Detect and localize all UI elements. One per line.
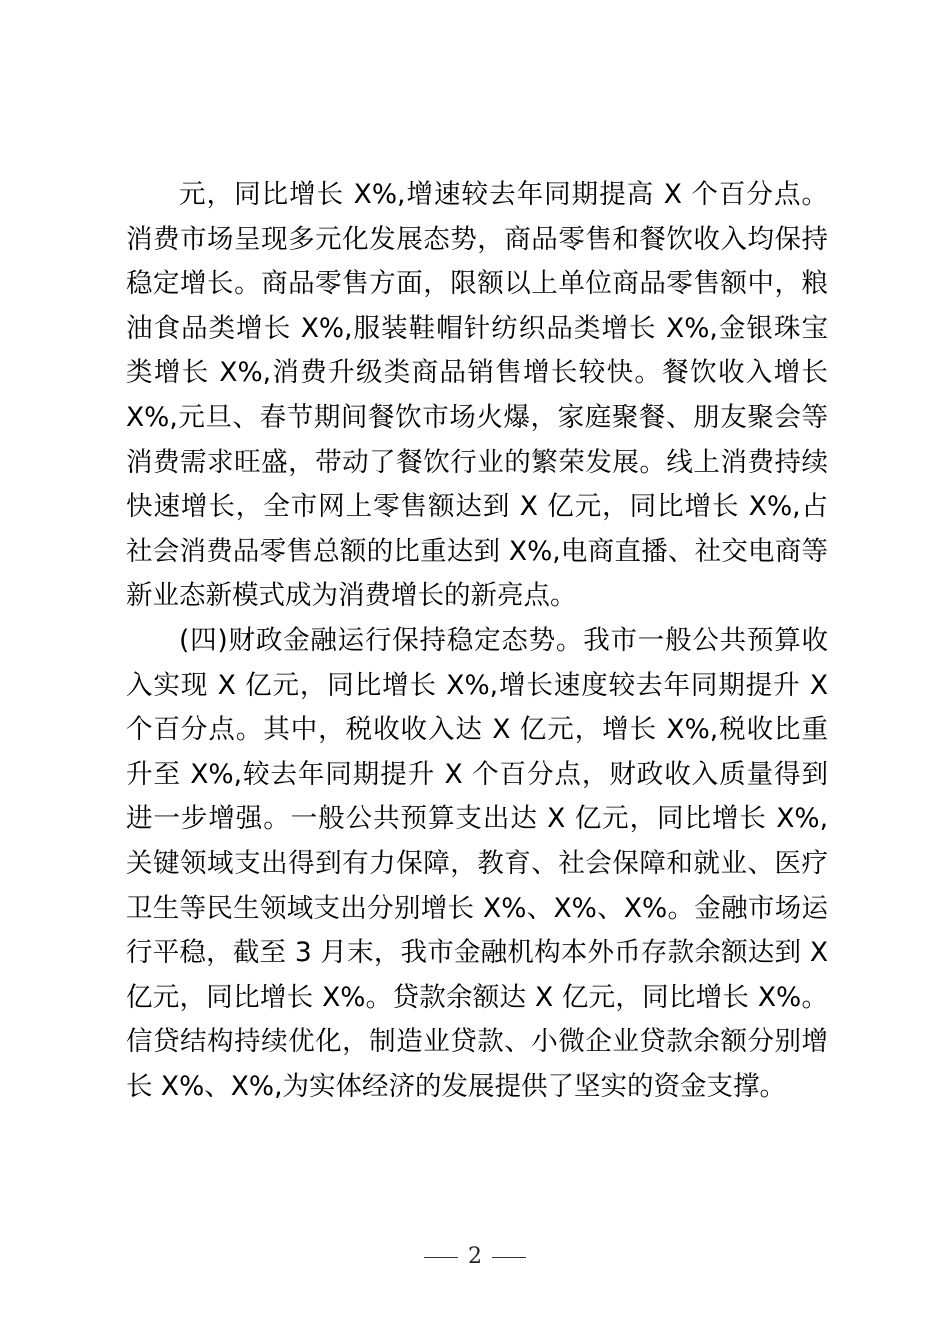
paragraph-finance: (四)财政金融运行保持稳定态势。我市一般公共预算收入实现 X 亿元，同比增长 X%,增长速度较去年同期提升 X 个百分点。其中，税收收入达 X 亿元，增长 X%,税收比重升至 X%,较去年同期提升 X 个百分点，财政收入质量得到进一步增强。一般公共预算支出达 X 亿元，同比增长 X%,关键领域支出得到有力保障，教育、社会保障和就业、医疗卫生等民生领域支出分别增长 X%、X%、X%。金融市场运行平稳，截至 3 月末，我市金融机构本外币存款余额达到 X 亿元，同比增长 X%。贷款余额达 X 亿元，同比增长 X%。信贷结构持续优化，制造业贷款、小微企业贷款余额分别增长 X%、X%,为实体经济的发展提供了坚实的资金支撑。 [126,624,828,1102]
footer-dash-left [424,1257,458,1258]
page-footer [0,1242,950,1272]
page-number: 2 [468,1244,482,1269]
paragraph-consumption: 元，同比增长 X%,增速较去年同期提高 X 个百分点。消费市场呈现多元化发展态势，商品零售和餐饮收入均保持稳定增长。商品零售方面，限额以上单位商品零售额中，粮油食品类增长 X%,服装鞋帽针纺织品类增长 X%,金银珠宝类增长 X%,消费升级类商品销售增长较快。餐饮收入增长 X%,元旦、春节期间餐饮市场火爆，家庭聚餐、朋友聚会等消费需求旺盛，带动了餐饮行业的繁荣发展。线上消费持续快速增长，全市网上零售额达到 X 亿元，同比增长 X%,占社会消费品零售总额的比重达到 X%,电商直播、社交电商等新业态新模式成为消费增长的新亮点。 [126,179,828,612]
footer-dash-right [492,1257,526,1258]
document-body [126,173,828,1109]
